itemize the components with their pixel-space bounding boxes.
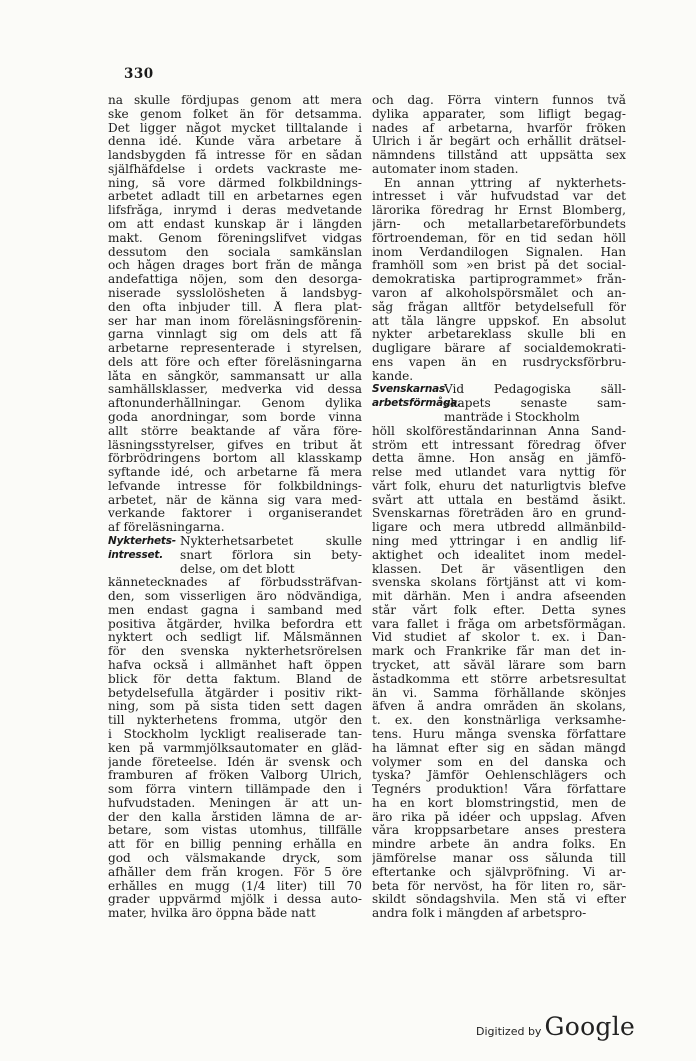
text-line: låta en sångkör, sammansatt ur alla [108, 369, 362, 383]
left-side-note-text [180, 535, 362, 576]
text-line: intresset i vår hufvudstad var det [372, 190, 626, 204]
text-line: framburen af fröken Valborg Ulrich, [108, 769, 362, 783]
right-paragraph-continued [372, 425, 626, 921]
page-number: 330 [124, 66, 154, 82]
text-line: och hågen drages bort från de många [108, 259, 362, 273]
text-line: svenska skolans förtjänst att vi kom- [372, 576, 626, 590]
text-line: denna idé. Kunde våra arbetare å [108, 135, 362, 149]
text-line: betare, som vistas utomhus, tillfälle [108, 824, 362, 838]
text-line: höll skolföreståndarinnan Anna Sand- [372, 424, 626, 438]
text-line: lärorika föredrag hr Ernst Blomberg, [372, 204, 626, 218]
text-line: äro rika på idéer och uppslag. Äfven [372, 810, 626, 824]
left-column [108, 94, 362, 921]
text-line: står vårt folk efter. Detta synes [372, 603, 626, 617]
text-line: manträde i Stockholm [444, 410, 580, 424]
text-line: dugligare bärare af socialdemokrati- [372, 342, 626, 356]
text-line: ha en kort blomstringstid, men de [372, 796, 626, 810]
text-line: mater, hvilka äro öppna både natt [108, 907, 316, 921]
text-line: Nykterhetsarbetet skulle [180, 535, 362, 548]
text-line: i Stockholm lyckligt realiserade tan- [108, 727, 362, 741]
text-line: mit därhän. Men i andra afseenden [372, 590, 626, 604]
text-line: erhålles en mugg (1/4 liter) till 70 [108, 879, 362, 893]
text-line: till nykterhetens fromma, utgör den [108, 714, 362, 728]
text-line: nyktert och sedligt lif. Målsmännen [108, 631, 362, 645]
text-line: landsbygden få intresse för en sådan [108, 149, 362, 163]
text-line: t. ex. den konstnärliga verksamhe- [372, 714, 626, 728]
text-line: nykter arbetareklass skulle bli en [372, 328, 626, 342]
text-line: makt. Genom föreningslifvet vidgas [108, 231, 362, 245]
left-paragraph [108, 94, 362, 535]
text-line: järn- och metallarbetareförbundets [372, 218, 626, 232]
text-line: hufvudstaden. Meningen är att un- [108, 796, 362, 810]
text-line: En annan yttring af nykterhets- [384, 176, 626, 190]
text-line: syftande idé, och arbetarne få mera [108, 466, 362, 480]
text-line: förtroendeman, för en tid sedan höll [372, 231, 626, 245]
right-side-note-text [444, 383, 626, 424]
text-line: arbetet adladt till en arbetarnes egen [108, 190, 362, 204]
text-line: eftertanke och självpröfning. Vi ar- [372, 865, 626, 879]
text-line: ske genom folket än för detsamma. [108, 107, 362, 121]
digitized-label: Digitized by [476, 1025, 542, 1038]
text-line: dels att före och efter föreläsningarna [108, 355, 362, 369]
text-line: läsningsstyrelser, gifves en tribut åt [108, 438, 362, 452]
text-line: positiva åtgärder, hvilka befordra ett [108, 617, 362, 631]
text-line: tens. Huru många svenska författare [372, 727, 626, 741]
text-line: skildt söndagshvila. Men stå vi efter [372, 893, 626, 907]
margin-note-svenskarnas-arbetsformaga: Svenskarnas arbetsförmåga. [372, 383, 461, 410]
text-line: för den svenska nykterhetsrörelsen [108, 645, 362, 659]
text-line: lefvande intresse för folkbildnings- [108, 479, 362, 493]
margin-note-nykterhetsintresset: Nykterhets- intresset. [108, 535, 176, 561]
text-line: ning, som på sista tiden sett dagen [108, 700, 362, 714]
text-line: snart förlora sin bety- [180, 548, 362, 562]
text-line: den ofta inbjuder till. Å flera plat- [108, 300, 362, 314]
left-side-note-block [108, 535, 362, 576]
text-line: relse med utlandet vara nyttig för [372, 466, 626, 480]
text-line: dessutom den sociala samkänslan [108, 245, 362, 259]
text-line: ning, så vore därmed folkbildnings- [108, 176, 362, 190]
text-line: ken på varmmjölksautomater en gläd- [108, 741, 362, 755]
text-line: god och välsmakande dryck, som [108, 851, 362, 865]
text-line: att tåla längre uppskof. En absolut [372, 314, 626, 328]
text-line: såg frågan alltför betydelsefull för [372, 300, 626, 314]
text-line: aktighet och idealitet inom medel- [372, 548, 626, 562]
text-line: volymer som en del danska och [372, 755, 626, 769]
text-line: vårt folk, ehuru det naturligtvis blefve [372, 479, 626, 493]
text-line: af föreläsningarna. [108, 521, 225, 535]
text-line: aftonunderhållningar. Genom dylika [108, 397, 362, 411]
text-line: ligare och mera utbredd allmänbild- [372, 521, 626, 535]
text-line: vara fallet i fråga om arbetsförmågan. [372, 617, 626, 631]
text-line: nämndens tillstånd att uppsätta sex [372, 149, 626, 163]
text-line: afhåller dem från krogen. För 5 öre [108, 865, 362, 879]
text-line: samhällsklasser, medverka vid dessa [108, 383, 362, 397]
right-column [372, 94, 626, 921]
text-line: beta för nervöst, ha för liten ro, sär- [372, 879, 626, 893]
text-line: andefattiga nöjen, som den desorga- [108, 273, 362, 287]
text-line: verkande faktorer i organiserandet [108, 507, 362, 521]
text-line: dylika apparater, som lifligt begag- [372, 107, 626, 121]
text-line: varon af alkoholspörsmålet och an- [372, 286, 626, 300]
text-line: att för en billig penning erhålla en [108, 838, 362, 852]
text-line: nades af arbetarna, hvarför fröken [372, 121, 626, 135]
text-line: Det ligger något mycket tilltalande i [108, 121, 362, 135]
text-line: arbetet, när de känna sig vara med- [108, 493, 362, 507]
text-line: ström ett intressant föredrag öfver [372, 438, 626, 452]
text-line: inom Verdandilogen Signalen. Han [372, 245, 626, 259]
text-line: kännetecknades af förbudssträfvan- [108, 576, 362, 590]
right-paragraph [372, 94, 626, 383]
text-line: andra folk i mängden af arbetspro- [372, 907, 587, 921]
text-line: jämförelse manar oss sålunda till [372, 851, 626, 865]
text-line: trycket, att såväl lärare som barn [372, 659, 626, 673]
text-line: om att endast kunskap är i längden [108, 218, 362, 232]
text-line: skapets senaste sam- [444, 397, 626, 411]
text-line: framhöll som »en brist på det social- [372, 259, 626, 273]
text-line: demokratiska partiprogrammet» från- [372, 273, 626, 287]
text-line: Ulrich i år begärt och erhållit drätsel- [372, 135, 626, 149]
text-line: betydelsefulla åtgärder i positiv rikt- [108, 686, 362, 700]
digitized-by-google-watermark [476, 1012, 635, 1041]
text-line: svårt att uttala en bestämd åsikt. [372, 493, 626, 507]
text-line: Vid studiet af skolor t. ex. i Dan- [372, 631, 626, 645]
text-line: mindre arbete än andra folks. En [372, 838, 626, 852]
text-line: arbetarne representerade i styrelsen, [108, 342, 362, 356]
text-line: blick för detta faktum. Bland de [108, 672, 362, 686]
left-paragraph-continued [108, 576, 362, 921]
right-side-note-block [372, 383, 626, 424]
text-line: ning med yttringar i en andlig lif- [372, 535, 626, 548]
text-line: kande. [372, 369, 414, 383]
text-line: na skulle fördjupas genom att mera [108, 94, 362, 107]
google-logo: Google [544, 1012, 636, 1041]
text-line: grader uppvärmd mjölk i dessa auto- [108, 893, 362, 907]
text-line: som förra vintern tillämpade den i [108, 783, 362, 797]
text-line: själfhäfdelse i ordets vackraste me- [108, 162, 362, 176]
text-line: jande företeelse. Idén är svensk och [108, 755, 362, 769]
text-line: hafva också i allmänhet haft öppen [108, 659, 362, 673]
text-line: allt större beaktande af våra före- [108, 424, 362, 438]
text-line: lifsfråga, inrymd i deras medvetande [108, 204, 362, 218]
text-line: der den kalla årstiden lämna de ar- [108, 810, 362, 824]
text-line: goda anordningar, som borde vinna [108, 410, 362, 424]
text-line: förbrödringens bortom all klasskamp [108, 452, 362, 466]
text-line: åstadkomma ett större arbetsresultat [372, 672, 626, 686]
text-line: Svenskarnas företräden äro en grund- [372, 507, 626, 521]
text-line: den, som visserligen äro nödvändiga, [108, 590, 362, 604]
text-line: tyska? Jämför Oehlenschlägers och [372, 769, 626, 783]
text-line: Vid Pedagogiska säll- [444, 383, 626, 397]
text-line: ha lämnat efter sig en sådan mängd [372, 741, 626, 755]
text-line: automater inom staden. [372, 162, 519, 176]
text-line: delse, om det blott [180, 562, 295, 576]
text-line: ser har man inom föreläsningsförenin- [108, 314, 362, 328]
text-line: garna vinnlagt sig om dels att få [108, 328, 362, 342]
text-line: äfven å andra områden än skolans, [372, 700, 626, 714]
text-line: ens vapen än en rusdrycksförbru- [372, 355, 626, 369]
text-line: mark och Frankrike får man det in- [372, 645, 626, 659]
text-line: och dag. Förra vintern funnos två [372, 94, 626, 107]
text-line: Tegnérs produktion! Våra författare [372, 783, 626, 797]
text-line: än vi. Samma förhållande skönjes [372, 686, 626, 700]
text-line: men endast gagna i samband med [108, 603, 362, 617]
text-line: klassen. Det är väsentligen den [372, 562, 626, 576]
text-line: niserade sysslolösheten å landsbyg- [108, 286, 362, 300]
text-line: våra kroppsarbetare anses prestera [372, 824, 626, 838]
text-line: detta ämne. Hon ansåg en jämfö- [372, 452, 626, 466]
